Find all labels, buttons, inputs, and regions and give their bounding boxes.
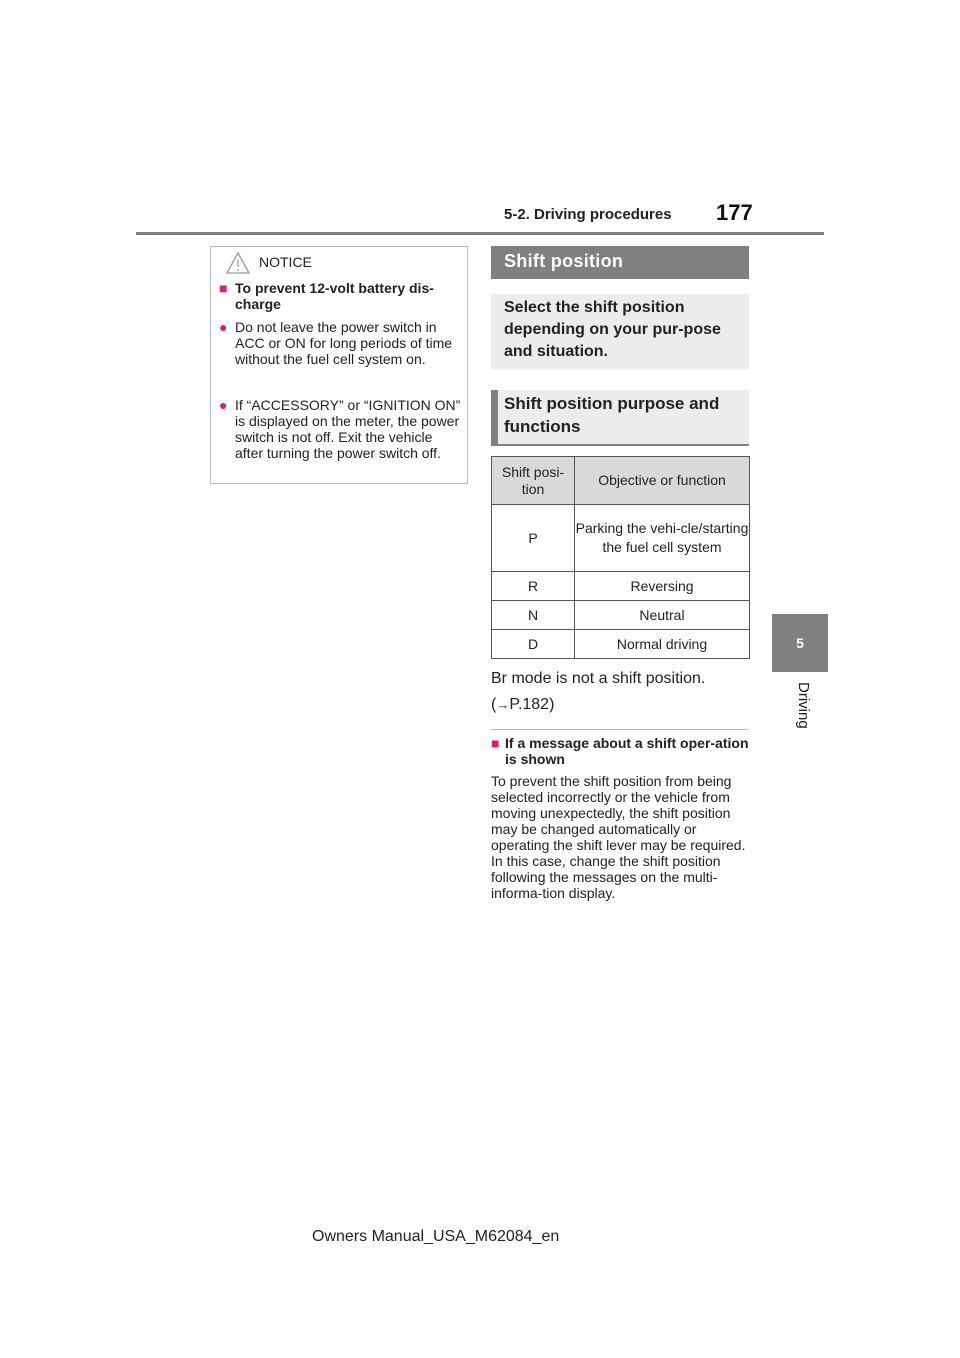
table-row (492, 572, 750, 601)
table-cell-position: N (492, 601, 575, 630)
purpose-heading (491, 390, 749, 444)
message-heading-text: If a message about a shift oper-ation is shown (505, 735, 749, 767)
column-header: Objective or function (575, 457, 750, 505)
page-reference[interactable] (491, 692, 749, 718)
table-cell-function: Reversing (575, 572, 750, 601)
purpose-rule (491, 444, 749, 446)
table-cell-position: P (492, 505, 575, 572)
table-cell-function: Parking the vehi-cle/starting the fuel cell system (575, 505, 750, 572)
purpose-heading-text: Shift position purpose and functions (504, 394, 720, 436)
br-mode-note (491, 666, 749, 718)
notice-label: NOTICE (259, 254, 312, 270)
section-title: 5-2. Driving procedures (504, 206, 672, 223)
notice-item (219, 319, 463, 367)
chapter-label-wrapper (770, 682, 830, 752)
table-cell-position: D (492, 630, 575, 659)
square-bullet-icon: ■ (491, 735, 500, 751)
arrow-right-icon: → (496, 697, 510, 712)
notice-heading (219, 280, 463, 312)
notice-heading-text: To prevent 12-volt battery dis-charge (235, 280, 434, 312)
header-rule (136, 232, 824, 235)
page-number: 177 (716, 200, 753, 225)
circle-bullet-icon: ● (219, 319, 228, 335)
shift-position-table (491, 456, 750, 659)
table-header-row (492, 457, 750, 505)
shift-position-heading (491, 246, 749, 279)
intro-text: Select the shift position depending on your pur-pose and situation. (504, 299, 721, 360)
column-header: Shift posi-tion (492, 457, 575, 505)
table-row (492, 505, 750, 572)
notice-header (211, 247, 467, 279)
chapter-label: Driving (795, 682, 812, 729)
table-cell-function: Normal driving (575, 630, 750, 659)
table-cell-position: R (492, 572, 575, 601)
br-mode-text: Br mode is not a shift position. (491, 670, 706, 687)
circle-bullet-icon: ● (219, 397, 228, 413)
chapter-tab: 5 (772, 614, 828, 672)
table-row (492, 601, 750, 630)
section-divider (491, 729, 749, 730)
warning-icon (225, 251, 251, 275)
shift-position-heading-text: Shift position (504, 251, 624, 271)
notice-item-text: Do not leave the power switch in ACC or ON for long periods of time without the fuel cell system on. (235, 319, 453, 367)
message-heading (491, 735, 749, 767)
footer-manual-id: Owners Manual_USA_M62084_en (312, 1228, 560, 1245)
intro-box (491, 294, 749, 369)
table-row (492, 630, 750, 659)
notice-item (219, 397, 463, 461)
ref-page[interactable]: P.182) (509, 696, 555, 713)
notice-box (210, 246, 468, 484)
ref-open: ( (491, 696, 497, 713)
notice-item-text: If “ACCESSORY” or “IGNITION ON” is displayed on the meter, the power switch is not off. Exit the vehicle after turning the power switch off. (235, 397, 461, 461)
message-body: To prevent the shift position from being selected incorrectly or the vehicle from moving unexpectedly, the shift position may be changed automatically or operating the shift lever may be required. In this case, change the shift position following the messages on the multi-informa-tion display. (491, 773, 746, 901)
table-cell-function: Neutral (575, 601, 750, 630)
square-bullet-icon: ■ (219, 280, 228, 296)
